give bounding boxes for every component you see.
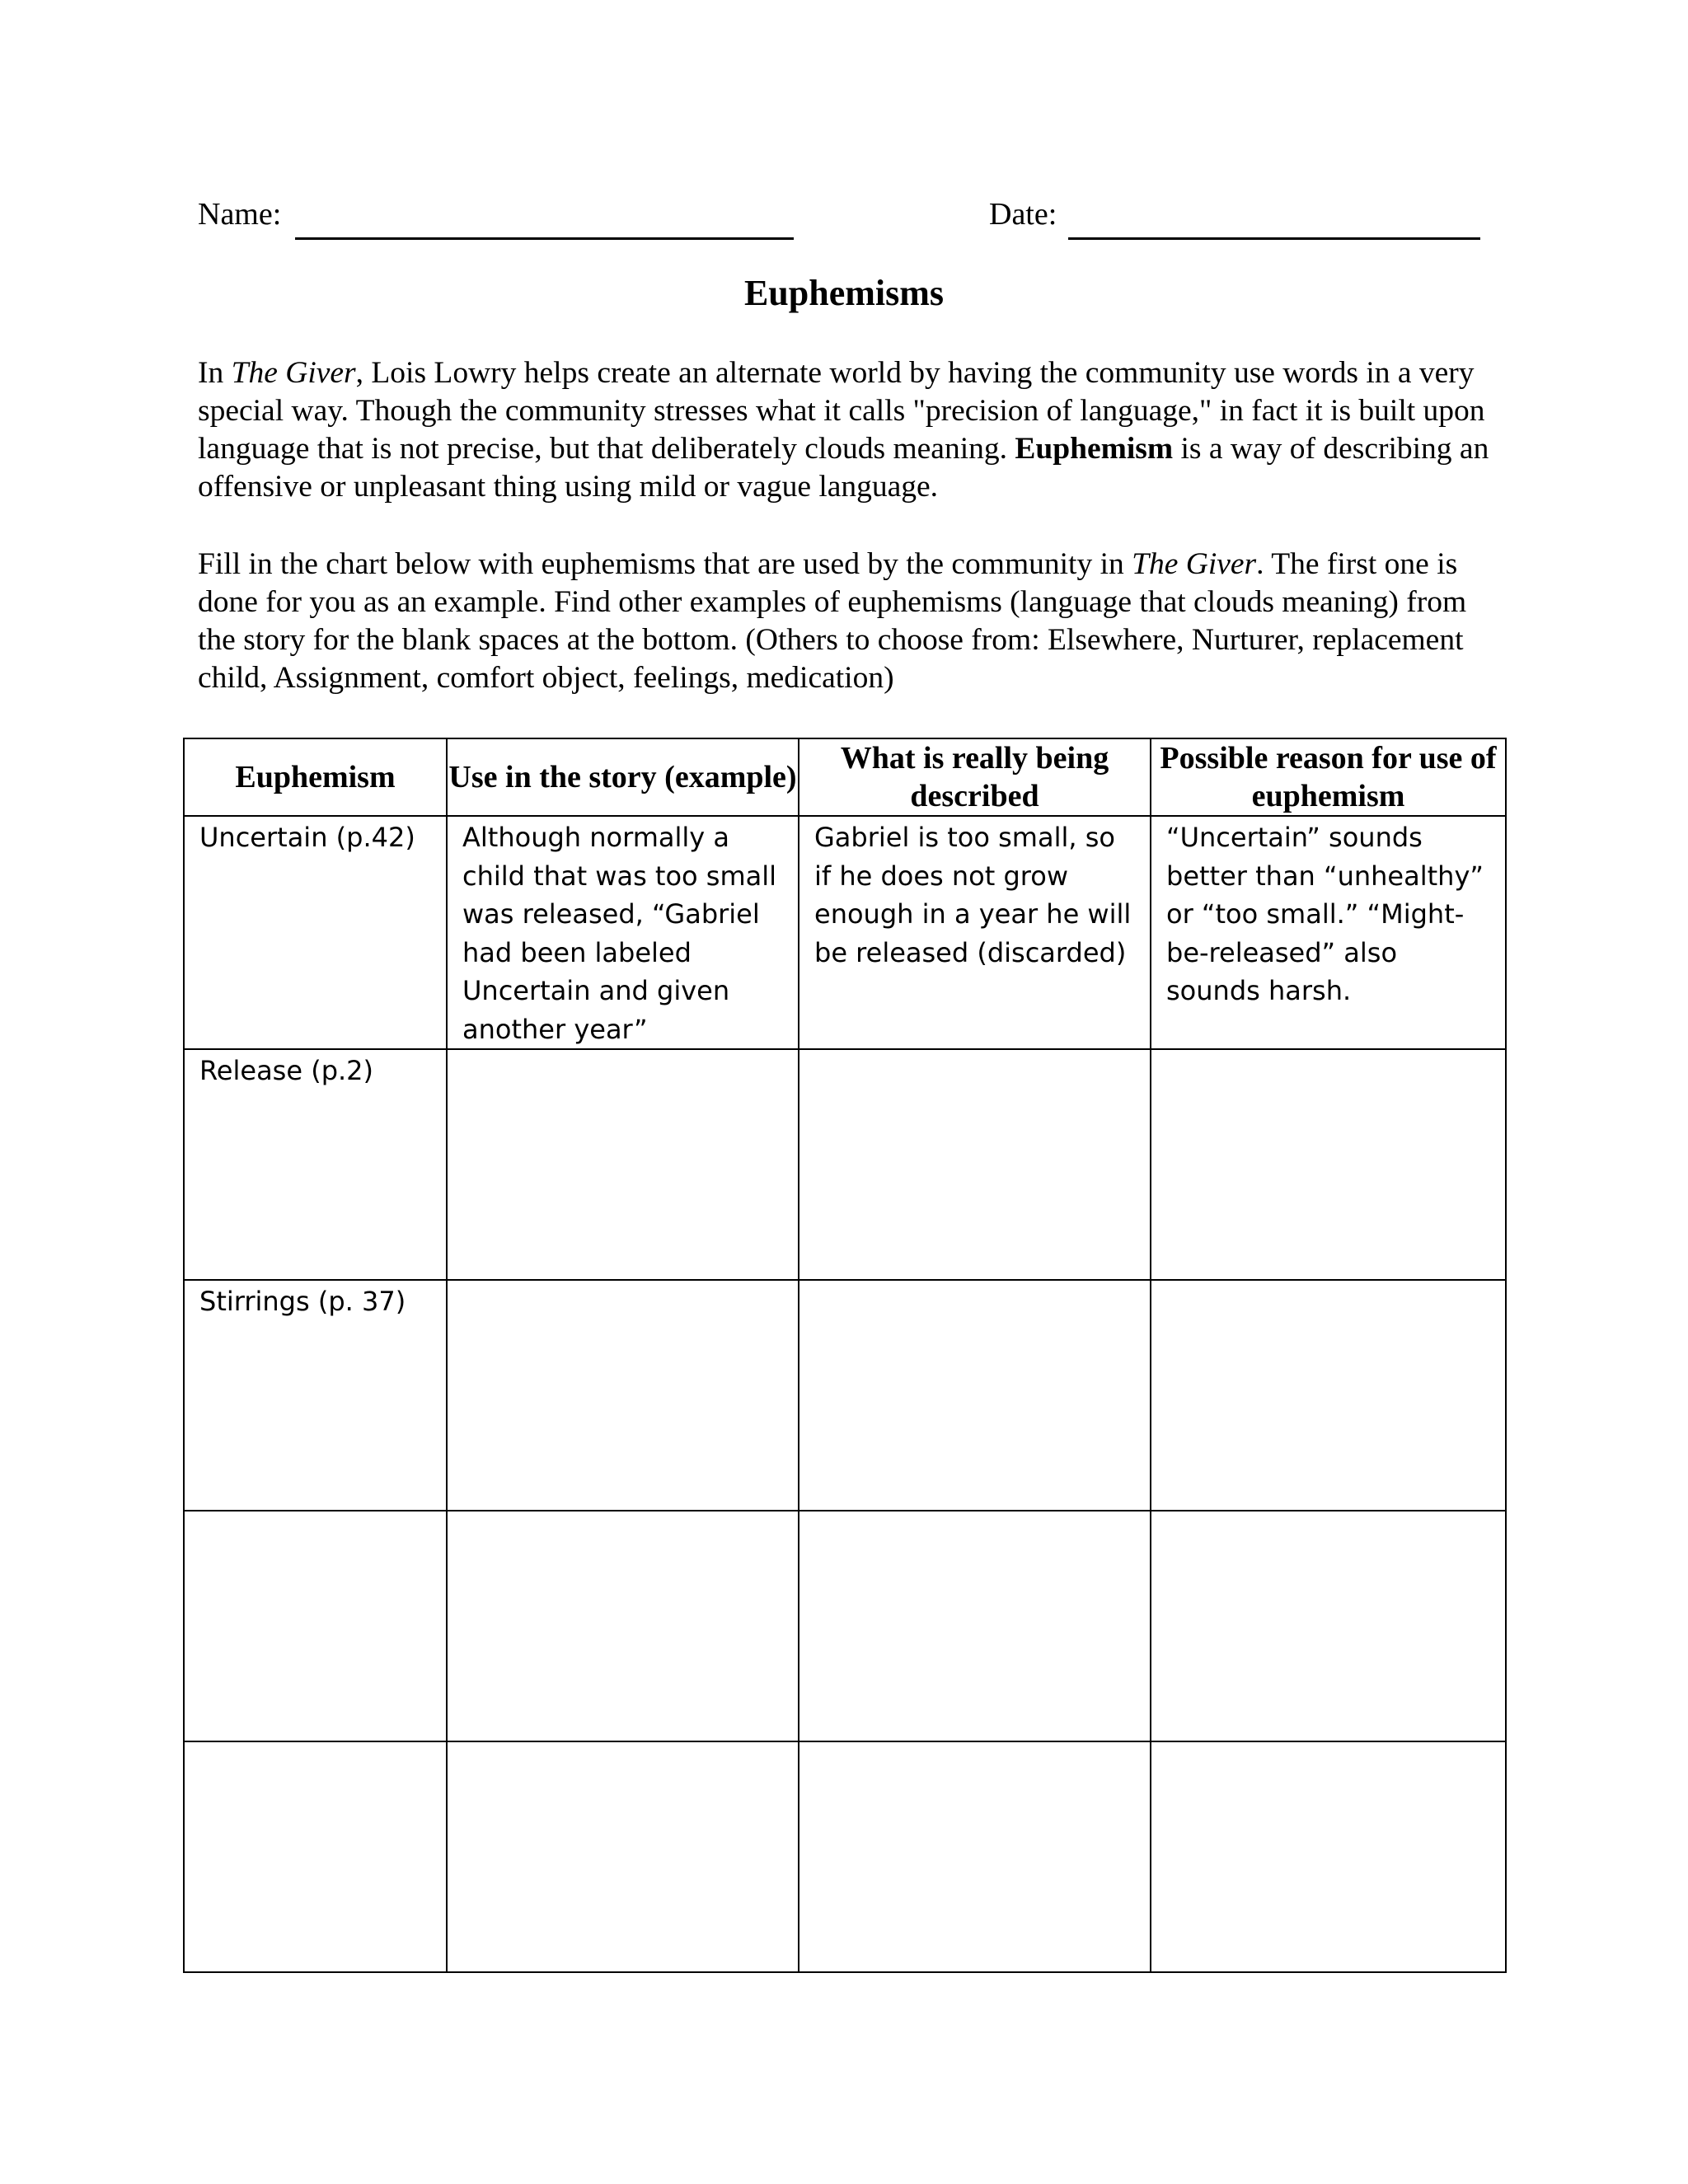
intro-text-1: In: [198, 356, 232, 390]
reason-cell[interactable]: [1151, 1511, 1506, 1741]
instructions-book-title: The Giver: [1132, 547, 1257, 581]
column-header: Euphemism: [184, 738, 447, 816]
chart-header-row: [184, 738, 1506, 816]
table-row: [184, 1741, 1506, 1972]
name-label: Name:: [198, 197, 282, 232]
euphemism-cell: Uncertain (p.42): [184, 816, 447, 1049]
use-cell[interactable]: [447, 1280, 799, 1511]
intro-term: Euphemism: [1015, 432, 1174, 466]
intro-text-2: , Lois Lowry helps create an alternate world by having the community use words in a very special way. Though the community stresses what it calls "precision of language," in fact it is built upon language that is not precise, but that deliberately clouds meaning.: [198, 356, 1485, 466]
described-cell[interactable]: [799, 1280, 1151, 1511]
reason-cell[interactable]: [1151, 1280, 1506, 1511]
described-cell[interactable]: [799, 1049, 1151, 1280]
euphemism-cell[interactable]: [184, 1511, 447, 1741]
euphemism-cell[interactable]: [184, 1741, 447, 1972]
use-cell[interactable]: [447, 1511, 799, 1741]
reason-cell: “Uncertain” sounds better than “unhealthy” or “too small.” “Might-be-released” also sounds harsh.: [1151, 816, 1506, 1049]
instructions-paragraph: [198, 546, 1504, 697]
date-field-line[interactable]: [1068, 237, 1480, 240]
described-cell: Gabriel is too small, so if he does not grow enough in a year he will be released (discarded): [799, 816, 1151, 1049]
table-row: [184, 1511, 1506, 1741]
euphemism-cell: Release (p.2): [184, 1049, 447, 1280]
intro-paragraph: [198, 354, 1504, 506]
euphemism-chart: [183, 738, 1507, 1973]
use-cell: Although normally a child that was too small was released, “Gabriel had been labeled Uncertain and given another year”: [447, 816, 799, 1049]
column-header: What is really being described: [799, 738, 1151, 816]
euphemism-cell: Stirrings (p. 37): [184, 1280, 447, 1511]
column-header: Possible reason for use of euphemism: [1151, 738, 1506, 816]
use-cell[interactable]: [447, 1049, 799, 1280]
table-row: [184, 816, 1506, 1049]
use-cell[interactable]: [447, 1741, 799, 1972]
described-cell[interactable]: [799, 1741, 1151, 1972]
header-row: [198, 196, 1492, 246]
table-row: [184, 1280, 1506, 1511]
reason-cell[interactable]: [1151, 1049, 1506, 1280]
intro-book-title: The Giver: [231, 356, 356, 390]
described-cell[interactable]: [799, 1511, 1151, 1741]
date-label: Date:: [989, 197, 1057, 232]
name-field-line[interactable]: [295, 237, 794, 240]
instructions-text-1: Fill in the chart below with euphemisms that are used by the community in: [198, 547, 1132, 581]
page-title: Euphemisms: [743, 273, 945, 313]
intro-text-3: is a way of describing an offensive or unpleasant thing using mild or vague language.: [198, 432, 1489, 504]
column-header: Use in the story (example): [447, 738, 799, 816]
instructions-text-2: . The first one is done for you as an example. Find other examples of euphemisms (language that clouds meaning) from the story for the blank spaces at the bottom. (Others to choose from: Elsewhere, Nurturer, replacement child, Assignment, comfort object, feelings, medication): [198, 547, 1467, 695]
reason-cell[interactable]: [1151, 1741, 1506, 1972]
table-row: [184, 1049, 1506, 1280]
